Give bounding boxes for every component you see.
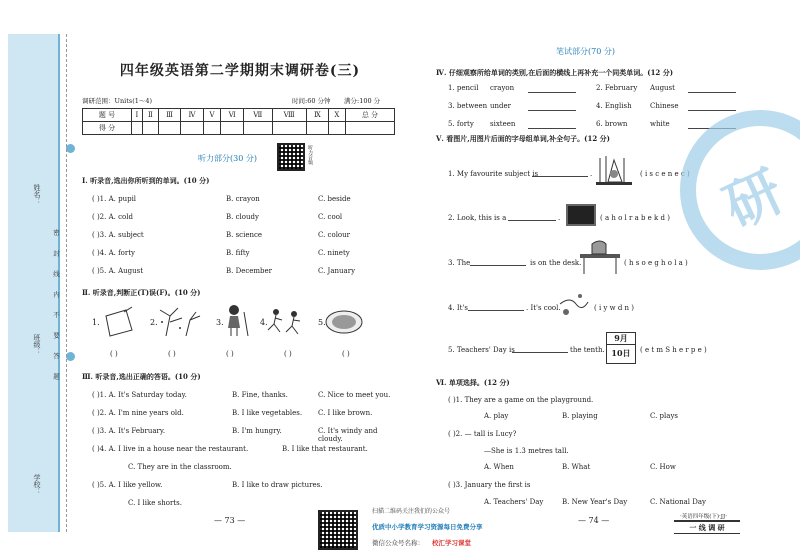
sentence-start: 3. The [448, 259, 471, 267]
table-cell: Ⅸ [306, 109, 328, 122]
option-a: ( )3. A. It's February. [92, 427, 166, 435]
mcq-answer-line: —She is 1.3 metres tall. [484, 447, 569, 455]
list-item [92, 427, 392, 445]
question-4-title: Ⅳ. 仔细观察所给单词的类别,在后面的横线上再补充一个同类单词。(12 分) [436, 68, 674, 77]
option-a: ( )4. A. forty [92, 249, 136, 257]
pic-number: 2. [150, 318, 158, 327]
listening-section-header: 听力部分(30 分) [198, 154, 257, 163]
watermark-text: 研 [714, 157, 794, 242]
list-item [92, 481, 392, 499]
footer-qr-code-icon [318, 510, 358, 550]
table-cell: Ⅹ [328, 109, 345, 122]
table-cell: 得 分 [83, 122, 132, 135]
list-item [92, 409, 392, 427]
runners-icon [266, 306, 306, 338]
answer-blank[interactable] [528, 92, 576, 93]
answer-blank[interactable] [532, 176, 588, 177]
list-item [92, 391, 392, 409]
girl-picture-icon [222, 304, 252, 338]
answer-blank[interactable] [512, 352, 568, 353]
option-c: C. colour [318, 231, 350, 239]
answer-blank[interactable] [528, 128, 576, 129]
list-item [92, 249, 392, 267]
school-label: 学校： [33, 474, 41, 495]
score-cell[interactable] [221, 122, 244, 135]
answer-blank[interactable] [528, 110, 576, 111]
option-c: C. I like shorts. [128, 499, 182, 507]
answer-bracket[interactable]: ( ) [342, 350, 350, 358]
answer-blank[interactable] [508, 220, 556, 221]
seal-line [66, 34, 67, 532]
calendar-icon [606, 332, 636, 364]
table-cell: Ⅳ [181, 109, 204, 122]
question-5-title: Ⅴ. 看图片,用图片后面的字母组单词,补全句子。(12 分) [436, 134, 610, 143]
score-cell[interactable] [345, 122, 394, 135]
page-number-right: — 74 — [578, 516, 610, 525]
option-b: B. Fine, thanks. [232, 391, 288, 399]
option-c: C. Nice to meet you. [318, 391, 391, 399]
letter-hint: ( a h o l r a b e k d ) [600, 214, 670, 222]
option-a: ( )3. A. subject [92, 231, 144, 239]
qr-code-icon [277, 143, 305, 171]
option-c: C. January [318, 267, 356, 275]
table-cell: Ⅵ [221, 109, 244, 122]
option-c: C. It's windy and cloudy. [318, 427, 378, 443]
sentence-end: . [590, 170, 593, 178]
sentence-start: 4. It's [448, 304, 468, 312]
mcq-question: ( )1. They are a game on the playground. [448, 396, 594, 404]
option-a: ( )2. A. I'm nine years old. [92, 409, 184, 417]
option-a: ( )5. A. August [92, 267, 144, 275]
score-cell[interactable] [244, 122, 273, 135]
option-c: C. plays [650, 412, 678, 420]
option-b: B. I'm hungry. [232, 427, 282, 435]
option-b: B. What [562, 463, 591, 471]
table-cell: Ⅲ [159, 109, 181, 122]
option-a: ( )1. A. pupil [92, 195, 137, 203]
option-b: B. crayon [226, 195, 260, 203]
pic-number: 4. [260, 318, 268, 327]
question-6-title: Ⅵ. 单项选择。(12 分) [436, 378, 510, 387]
table-cell: 题 号 [83, 109, 132, 122]
option-a: A. When [484, 463, 514, 471]
word-item: 2. February [596, 84, 638, 92]
qr-caption: 听力音频 [307, 145, 313, 165]
option-b: B. December [226, 267, 273, 275]
calendar-day: 10日 [611, 348, 631, 358]
option-b: B. playing [562, 412, 598, 420]
score-cell[interactable] [159, 122, 181, 135]
mcq-question: ( )2. — tall is Lucy? [448, 430, 517, 438]
seal-line-text: 密 封 线 内 不 要 答 题 [52, 229, 60, 386]
score-cell[interactable] [132, 122, 143, 135]
name-label: 姓名： [33, 184, 41, 205]
word-item: 5. forty [448, 120, 474, 128]
exam-time: 时间:60 分钟 [292, 97, 331, 105]
sentence-end: . It's cool. [526, 304, 561, 312]
word-item: crayon [490, 84, 515, 92]
calendar-month: 9月 [607, 333, 635, 345]
option-c: C. They are in the classroom. [128, 463, 232, 471]
sentence-start: 1. My favourite subject is [448, 170, 539, 178]
brand-name: 一 线 调 研 [674, 520, 740, 534]
mcq-question: ( )3. January the first is [448, 481, 531, 489]
desk-bag-icon [578, 240, 622, 276]
score-cell[interactable] [272, 122, 306, 135]
pic-number: 3. [216, 318, 224, 327]
binding-hole [66, 352, 75, 361]
word-item: 6. brown [596, 120, 628, 128]
table-cell: Ⅶ [244, 109, 273, 122]
option-b: B. science [226, 231, 263, 239]
letter-hint: ( e t m S h e r p e ) [640, 346, 707, 354]
tree-weather-icon [156, 306, 204, 338]
word-item: Chinese [650, 102, 679, 110]
score-cell[interactable] [181, 122, 204, 135]
answer-bracket[interactable]: ( ) [110, 350, 118, 358]
option-b: B. cloudy [226, 213, 259, 221]
answer-bracket[interactable]: ( ) [284, 350, 292, 358]
list-item [92, 231, 392, 249]
sentence-end: is on the desk. [530, 259, 582, 267]
pic-number: 1. [92, 318, 100, 327]
full-score: 满分:100 分 [344, 97, 381, 105]
option-c: C. cool [318, 213, 343, 221]
option-b: B. I like to draw pictures. [232, 481, 323, 489]
score-cell[interactable] [203, 122, 220, 135]
option-c: C. National Day [650, 498, 707, 506]
table-cell: 总 分 [345, 109, 394, 122]
question-1-title: Ⅰ. 听录音,选出你所听到的单词。(10 分) [82, 176, 210, 185]
word-item: sixteen [490, 120, 516, 128]
question-3-title: Ⅲ. 听录音,选出正确的答语。(10 分) [82, 372, 201, 381]
letter-hint: ( i y w d n ) [594, 304, 634, 312]
option-a: ( )4. A. I live in a house near the restaurant. [92, 445, 249, 453]
class-label: 班级： [33, 334, 41, 355]
question-2-title: Ⅱ. 听录音,判断正(T)误(F)。(10 分) [82, 288, 201, 297]
option-a: A. play [484, 412, 509, 420]
table-cell: Ⅰ [132, 109, 143, 122]
brand-series: ·英语四年级(下)·JJ· [680, 514, 727, 520]
page-title: 四年级英语第二学期期末调研卷(三) [119, 63, 361, 79]
option-b: B. New Year's Day [562, 498, 628, 506]
word-item: 1. pencil [448, 84, 479, 92]
answer-blank[interactable] [470, 265, 526, 266]
letter-hint: ( i s c e n e c ) [640, 170, 690, 178]
option-c: C. I like brown. [318, 409, 373, 417]
promo-text: 优质中小学教育学习资源每日免费分享 [372, 523, 483, 531]
score-table [82, 108, 395, 135]
food-plate-icon [324, 308, 364, 336]
word-item: 4. English [596, 102, 632, 110]
answer-bracket[interactable]: ( ) [168, 350, 176, 358]
binding-strip [8, 34, 60, 532]
table-cell: Ⅴ [203, 109, 220, 122]
option-c: C. beside [318, 195, 351, 203]
option-b: B. I like vegetables. [232, 409, 303, 417]
option-a: ( )5. A. I like yellow. [92, 481, 163, 489]
score-cell[interactable] [142, 122, 158, 135]
score-table-header-row [83, 109, 395, 122]
blackboard-icon [566, 204, 596, 226]
option-c: C. How [650, 463, 676, 471]
list-item [92, 445, 392, 463]
option-a: ( )2. A. cold [92, 213, 133, 221]
option-b: B. fifty [226, 249, 250, 257]
list-item [92, 267, 392, 285]
answer-blank[interactable] [688, 92, 736, 93]
scan-text: 扫描二维码关注我们的公众号 [372, 508, 451, 515]
table-cell: Ⅷ [272, 109, 306, 122]
score-table-score-row [83, 122, 395, 135]
score-cell[interactable] [328, 122, 345, 135]
promo-account-name: 校汇学习课堂 [432, 539, 471, 547]
sentence-end: the tenth. [570, 346, 605, 354]
option-a: ( )1. A. It's Saturday today. [92, 391, 187, 399]
list-item [92, 213, 392, 231]
sentence-end: . [558, 214, 561, 222]
windy-icon [556, 290, 592, 318]
word-item: August [650, 84, 675, 92]
promo-label: 微信公众号名称： [372, 539, 424, 547]
word-item: 3. between [448, 102, 488, 110]
answer-bracket[interactable]: ( ) [226, 350, 234, 358]
table-cell: Ⅱ [142, 109, 158, 122]
binding-hole [66, 144, 75, 153]
paper-picture-icon [102, 306, 136, 338]
option-c: C. ninety [318, 249, 350, 257]
page-number-left: — 73 — [214, 516, 246, 525]
word-item: under [490, 102, 511, 110]
question-2-pictures [92, 304, 392, 344]
pic-number: 5. [318, 318, 326, 327]
science-lab-icon [592, 152, 636, 192]
score-cell[interactable] [306, 122, 328, 135]
option-b: B. I like that restaurant. [282, 445, 368, 453]
sentence-start: 5. Teachers' Day is [448, 346, 515, 354]
exam-scope: 调研范围：Units(1～4) [82, 97, 153, 105]
word-item: white [650, 120, 670, 128]
list-item [92, 463, 392, 481]
answer-blank[interactable] [688, 110, 736, 111]
written-section-header: 笔试部分(70 分) [556, 47, 615, 56]
list-item [92, 195, 392, 213]
sentence-start: 2. Look, this is a [448, 214, 507, 222]
question-3-list [92, 391, 392, 517]
option-a: A. Teachers' Day [484, 498, 544, 506]
question-1-list [92, 195, 392, 285]
answer-blank[interactable] [468, 310, 524, 311]
letter-hint: ( h s o e g h o l a ) [624, 259, 688, 267]
